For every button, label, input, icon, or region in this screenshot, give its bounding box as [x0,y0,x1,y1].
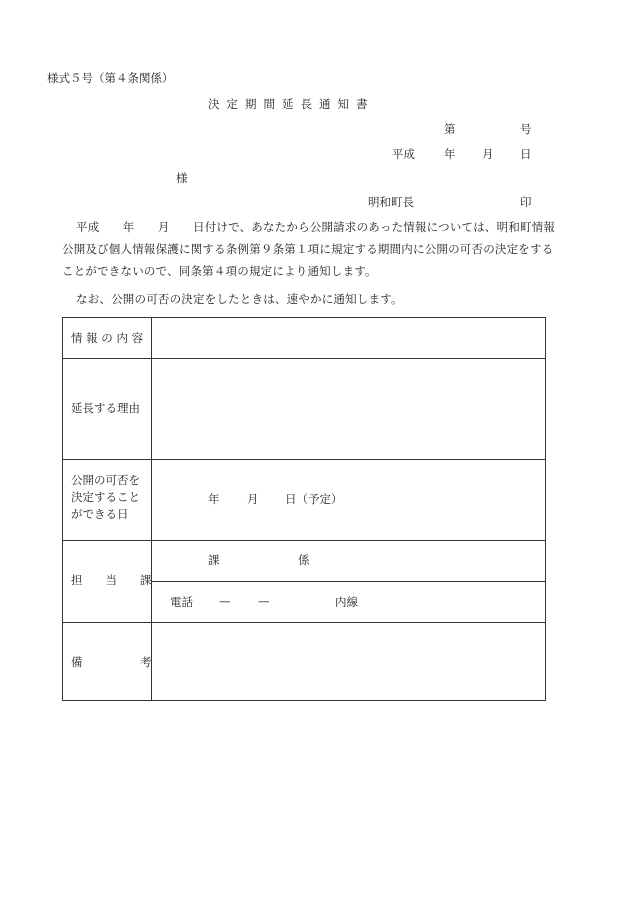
extension-label: 内線 [335,595,358,609]
body-paragraph-2: なお、公開の可否の決定をしたときは、速やかに通知します。 [76,292,403,306]
row-divider [63,358,545,359]
doc-number-prefix: 第 [444,122,456,136]
seal-mark: 印 [520,195,532,209]
body-paragraph-1: 平成 年 月 日付けで、あなたから公開請求のあった情報については、明和町情報公開及び個人情報保護に関する条例第９条第１項に規定する期間内に公開の可否の決定をすることができないので、同条第４項の規定により通知します。 [62,220,556,278]
decision-date-label-line-1: 公開の可否を [71,473,140,487]
remarks-label: 備 考 [71,655,152,669]
date-month: 月 [482,147,494,161]
decision-day: 日（予定） [285,492,343,506]
date-day: 日 [520,147,532,161]
info-content-label: 情 報 の 内 容 [71,331,144,345]
row-divider [63,622,545,623]
date-year: 年 [444,147,456,161]
decision-month: 月 [247,492,259,506]
date-era: 平成 [392,147,415,161]
extension-reason-label: 延長する理由 [71,401,140,415]
phone-label: 電話 [170,595,193,609]
phone-dash-2: — [258,594,270,608]
section-mark: 課 [208,553,220,567]
addressee-suffix: 様 [176,171,188,185]
decision-date-label [71,472,140,523]
form-reference: 様式５号（第４条関係） [47,71,174,85]
details-table [62,317,546,701]
decision-date-label-line-3: ができる日 [71,507,129,521]
sender-name: 明和町長 [368,195,414,209]
row-divider [63,459,545,460]
document-title: 決定期間延長通知書 [208,97,375,111]
phone-dash-1: — [219,594,231,608]
row-divider [151,581,545,582]
decision-date-label-line-2: 決定すること [71,490,140,504]
subsection-mark: 係 [298,553,310,567]
doc-number-suffix: 号 [520,122,532,136]
row-divider [63,540,545,541]
staff-section-label: 担 当 課 [71,573,152,587]
decision-year: 年 [208,492,220,506]
column-divider [151,318,152,700]
